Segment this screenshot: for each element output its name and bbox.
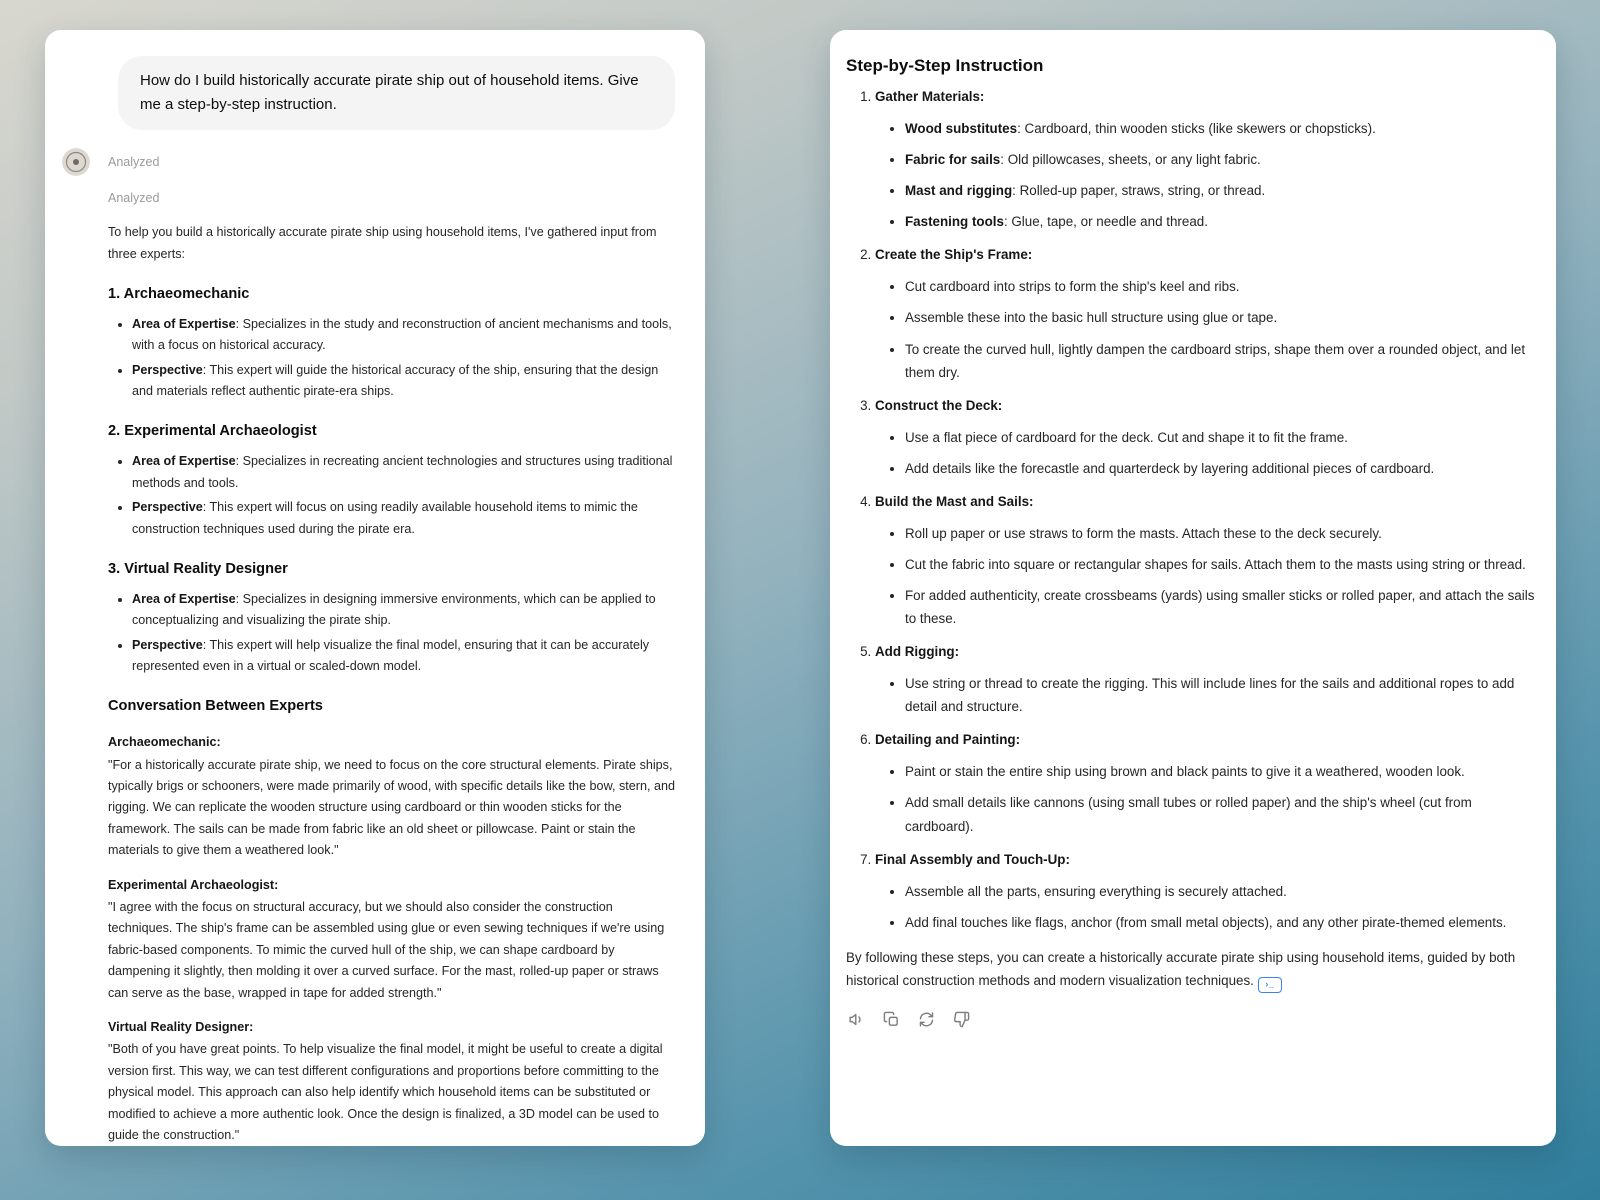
conversation-turn [108,732,675,861]
bullet-item: • Add final touches like flags, anchor (from small metal objects), and any other pirate-themed elements. [905,911,1538,934]
bullet-item [905,210,1538,233]
expert-heading: 3. Virtual Reality Designer [108,560,288,577]
user-message-text: How do I build historically accurate pirate ship out of household items. Give me a step-by-step instruction. [140,72,639,113]
bullet-item [132,314,675,357]
expert-bullet-list [108,589,675,678]
bullet-item: • Paint or stain the entire ship using brown and black paints to give it a weathered, wooden look. [905,760,1538,783]
step-item [875,641,1538,718]
step-heading: Final Assembly and Touch-Up: [875,851,1070,867]
closing-text: By following these steps, you can create a historically accurate pirate ship using household items, guided by both historical construction methods and modern visualization techniques. [846,949,1516,989]
bullet-item [132,451,675,494]
copy-icon [883,1011,900,1028]
expert-bullet-list [108,314,675,403]
bullet-item: • Roll up paper or use straws to form the masts. Attach these to the deck securely. [905,522,1538,545]
bullet-item: • Assemble all the parts, ensuring everything is securely attached. [905,880,1538,903]
read-aloud-button[interactable] [846,1009,866,1029]
bullet-label: Fabric for sails [905,152,1001,168]
bullet-label: Perspective [132,362,203,377]
speaker-name: Experimental Archaeologist: [108,877,279,892]
step-heading: Gather Materials: [875,89,985,104]
step-item [875,729,1538,837]
bullet-text: : Specializes in the study and reconstruction of ancient mechanisms and tools, with a focus on historical accuracy. [132,316,672,353]
analyzed-label[interactable]: Analyzed [108,155,160,169]
assistant-avatar-icon [62,148,90,176]
bullet-item [905,179,1538,202]
steps-list [846,86,1538,934]
step-bullets [875,880,1538,934]
page-title: Step-by-Step Instruction [846,56,1044,75]
conversation-heading: Conversation Between Experts [108,698,323,715]
instructions-panel [830,30,1556,1146]
step-item [875,395,1538,480]
expert-heading: 1. Archaeomechanic [108,286,250,303]
expert-bullet-list [108,451,675,540]
bullet-label: Perspective [132,637,203,652]
step-bullets [875,275,1538,383]
bullet-text: : Rolled-up paper, straws, string, or thread. [1012,183,1266,199]
bullet-item: • Assemble these into the basic hull structure using glue or tape. [905,306,1538,329]
step-bullets [875,117,1538,233]
bullet-item [132,497,675,540]
bullet-text: : This expert will focus on using readily available household items to mimic the construction techniques used during the pirate era. [132,500,638,536]
step-item [875,491,1538,630]
bullet-text: : Cardboard, thin wooden sticks (like skewers or chopsticks). [1017,121,1376,137]
closing-paragraph [846,946,1538,993]
bullet-label: Perspective [132,500,203,515]
read-aloud-icon [848,1011,865,1028]
expert-heading: 2. Experimental Archaeologist [108,423,317,440]
bullet-item: • To create the curved hull, lightly dampen the cardboard strips, shape them over a rounded object, and let them dry. [905,338,1538,384]
step-bullets [875,426,1538,480]
bullet-item [132,635,675,678]
speaker-name: Archaeomechanic: [108,735,221,750]
speaker-name: Virtual Reality Designer: [108,1020,254,1034]
bullet-text: : This expert will guide the historical accuracy of the ship, ensuring that the design and materials reflect authentic pirate-era ships. [132,362,659,399]
step-heading: Build the Mast and Sails: [875,493,1034,509]
step-item [875,244,1538,383]
conversation-turn [108,1017,675,1146]
bullet-label: Wood substitutes [905,121,1018,137]
step-heading: Add Rigging: [875,644,960,660]
bullet-label: Fastening tools [905,214,1004,230]
assistant-message [108,188,675,1146]
analyzed-label-2[interactable]: Analyzed [108,191,160,205]
bullet-text: : Old pillowcases, sheets, or any light fabric. [1000,152,1261,168]
bullet-item: • Add small details like cannons (using small tubes or rolled paper) and the ship's wheel (cut from cardboard). [905,791,1538,837]
thumbs-down-button[interactable] [951,1009,971,1029]
bullet-item: • Cut cardboard into strips to form the ship's keel and ribs. [905,275,1538,298]
bullet-text: : Specializes in designing immersive environments, which can be applied to conceptualizing and visualizing the pirate ship. [132,591,656,628]
bullet-item: • Use a flat piece of cardboard for the deck. Cut and shape it to fit the frame. [905,426,1538,449]
speaker-quote: "For a historically accurate pirate ship, we need to focus on the core structural elements. Pirate ships, typically brigs or schooners, were made primarily of wood, with specific details like the bow, stern, and rigging. We can replicate the wooden structure using cardboard or thin wooden sticks for the framework. The sails can be made from fabric like an old sheet or pillowcase. Paint or stain the materials to give them a weathered look." [108,757,675,858]
bullet-label: Mast and rigging [905,183,1013,199]
expert-section-archaeomechanic [108,282,675,402]
analysis-status-row [62,148,675,176]
bullet-item: • Add details like the forecastle and quarterdeck by layering additional pieces of cardboard. [905,457,1538,480]
step-bullets [875,522,1538,630]
bullet-item [905,148,1538,171]
user-message-bubble [118,56,675,130]
step-item [875,849,1538,934]
thumbs-down-icon [953,1011,970,1028]
step-bullets [875,672,1538,718]
bullet-item: • For added authenticity, create crossbeams (yards) using smaller sticks or rolled paper, and attach the sails to these. [905,584,1538,630]
chat-panel [45,30,705,1146]
bullet-label: Area of Expertise [132,454,236,469]
regenerate-button[interactable] [916,1009,936,1029]
bullet-label: Area of Expertise [132,591,236,606]
regenerate-icon [918,1011,935,1028]
speaker-quote: "I agree with the focus on structural accuracy, but we should also consider the construction techniques. The ship's frame can be assembled using glue or even sewing techniques if we're using fabric-based components. To mimic the curved hull of the ship, we can shape cardboard by dampening it slightly, then molding it over a curved surface. For the mast, rolled-up paper or straws can serve as the base, wrapped in tape for added strength." [108,899,665,1000]
bullet-item: • Use string or thread to create the rigging. This will include lines for the sails and additional ropes to add detail and structure. [905,672,1538,718]
bullet-item: • Cut the fabric into square or rectangular shapes for sails. Attach them to the masts using string or thread. [905,553,1538,576]
step-heading: Construct the Deck: [875,397,1003,413]
bullet-item [132,360,675,403]
expert-section-virtual-reality-designer [108,557,675,677]
copy-button[interactable] [881,1009,901,1029]
message-action-bar [846,1009,1538,1029]
conversation-turn [108,875,675,1004]
citation-badge-icon[interactable]: ›_ [1258,977,1282,993]
step-heading: Detailing and Painting: [875,732,1021,748]
intro-paragraph: To help you build a historically accurate pirate ship using household items, I've gathered input from three experts: [108,225,657,261]
speaker-quote: "Both of you have great points. To help visualize the final model, it might be useful to create a digital version first. This way, we can test different configurations and proportions before committing to the physical model. This approach can also help identify which household items can be substituted or modified to achieve a more authentic look. Once the design is finalized, a 3D model can be used to guide the construction." [108,1042,663,1143]
bullet-item [905,117,1538,140]
bullet-label: Area of Expertise [132,316,236,331]
bullet-text: : Specializes in recreating ancient technologies and structures using traditional methods and tools. [132,454,673,490]
expert-section-experimental-archaeologist [108,419,675,539]
step-item [875,86,1538,233]
bullet-item [132,589,675,632]
step-bullets [875,760,1538,837]
step-heading: Create the Ship's Frame: [875,247,1033,263]
bullet-text: : Glue, tape, or needle and thread. [1003,214,1208,230]
bullet-text: : This expert will help visualize the final model, ensuring that it can be accurately represented even in a virtual or scaled-down model. [132,637,650,673]
